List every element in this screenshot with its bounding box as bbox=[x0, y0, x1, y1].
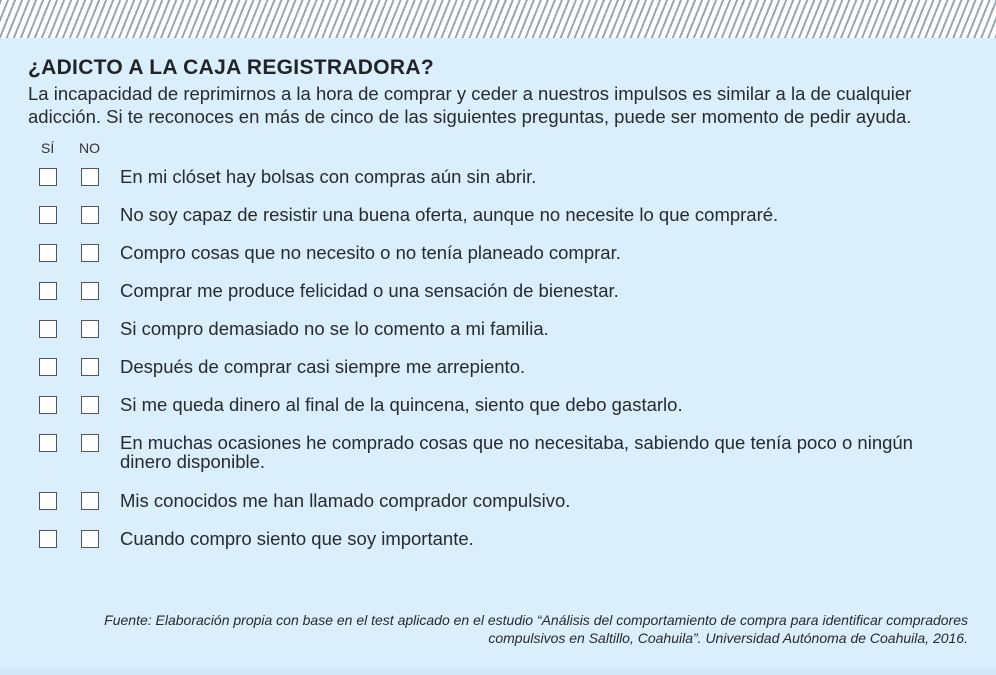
column-header-no: NO bbox=[79, 140, 100, 156]
answer-column-headers bbox=[28, 138, 978, 162]
yes-checkbox[interactable] bbox=[39, 206, 57, 224]
question-text: Compro cosas que no necesito o no tenía planeado comprar. bbox=[120, 242, 621, 263]
yes-checkbox[interactable] bbox=[39, 530, 57, 548]
no-checkbox[interactable] bbox=[81, 358, 99, 376]
question-text: Comprar me produce felicidad o una sensación de bienestar. bbox=[120, 280, 619, 301]
no-checkbox[interactable] bbox=[81, 396, 99, 414]
quiz-intro: La incapacidad de reprimirnos a la hora de comprar y ceder a nuestros impulsos es similar a la de cualquier adicción. Si te reconoces en más de cinco de las siguientes preguntas, puede ser momento de pedir ayuda. bbox=[28, 83, 912, 127]
no-checkbox[interactable] bbox=[81, 320, 99, 338]
decorative-stripe-band bbox=[0, 0, 996, 38]
yes-checkbox[interactable] bbox=[39, 396, 57, 414]
question-text: Después de comprar casi siempre me arrepiento. bbox=[120, 356, 526, 377]
question-row bbox=[28, 276, 978, 314]
yes-checkbox[interactable] bbox=[39, 320, 57, 338]
question-row bbox=[28, 162, 978, 200]
quiz-title: ¿ADICTO A LA CAJA REGISTRADORA? bbox=[28, 56, 434, 79]
no-checkbox[interactable] bbox=[81, 206, 99, 224]
question-row bbox=[28, 390, 978, 428]
question-row bbox=[28, 486, 978, 524]
yes-checkbox[interactable] bbox=[39, 244, 57, 262]
question-row bbox=[28, 314, 978, 352]
question-text: No soy capaz de resistir una buena oferta, aunque no necesite lo que compraré. bbox=[120, 204, 779, 225]
column-header-yes: SÍ bbox=[41, 140, 55, 156]
question-row bbox=[28, 238, 978, 276]
no-checkbox[interactable] bbox=[81, 282, 99, 300]
quiz-panel bbox=[28, 56, 978, 562]
no-checkbox[interactable] bbox=[81, 492, 99, 510]
bottom-band bbox=[0, 667, 996, 675]
question-list bbox=[28, 162, 978, 562]
question-text: En muchas ocasiones he comprado cosas que no necesitaba, sabiendo que tenía poco o ningún dinero disponible. bbox=[120, 432, 913, 472]
question-text: Cuando compro siento que soy importante. bbox=[120, 528, 474, 549]
question-text: Mis conocidos me han llamado comprador compulsivo. bbox=[120, 490, 571, 511]
no-checkbox[interactable] bbox=[81, 244, 99, 262]
question-text: Si compro demasiado no se lo comento a mi familia. bbox=[120, 318, 549, 339]
no-checkbox[interactable] bbox=[81, 434, 99, 452]
question-row bbox=[28, 524, 978, 562]
yes-checkbox[interactable] bbox=[39, 282, 57, 300]
no-checkbox[interactable] bbox=[81, 168, 99, 186]
question-row bbox=[28, 352, 978, 390]
question-text: En mi clóset hay bolsas con compras aún sin abrir. bbox=[120, 166, 537, 187]
question-text: Si me queda dinero al final de la quincena, siento que debo gastarlo. bbox=[120, 394, 683, 415]
source-footnote: Fuente: Elaboración propia con base en el test aplicado en el estudio “Análisis del comportamiento de compra para identificar compradores compulsivos en Saltillo, Coahuila”. Universidad Autónoma de Coahuila, 2016. bbox=[104, 612, 968, 646]
yes-checkbox[interactable] bbox=[39, 168, 57, 186]
question-row bbox=[28, 200, 978, 238]
no-checkbox[interactable] bbox=[81, 530, 99, 548]
yes-checkbox[interactable] bbox=[39, 358, 57, 376]
yes-checkbox[interactable] bbox=[39, 492, 57, 510]
question-row bbox=[28, 428, 978, 486]
yes-checkbox[interactable] bbox=[39, 434, 57, 452]
